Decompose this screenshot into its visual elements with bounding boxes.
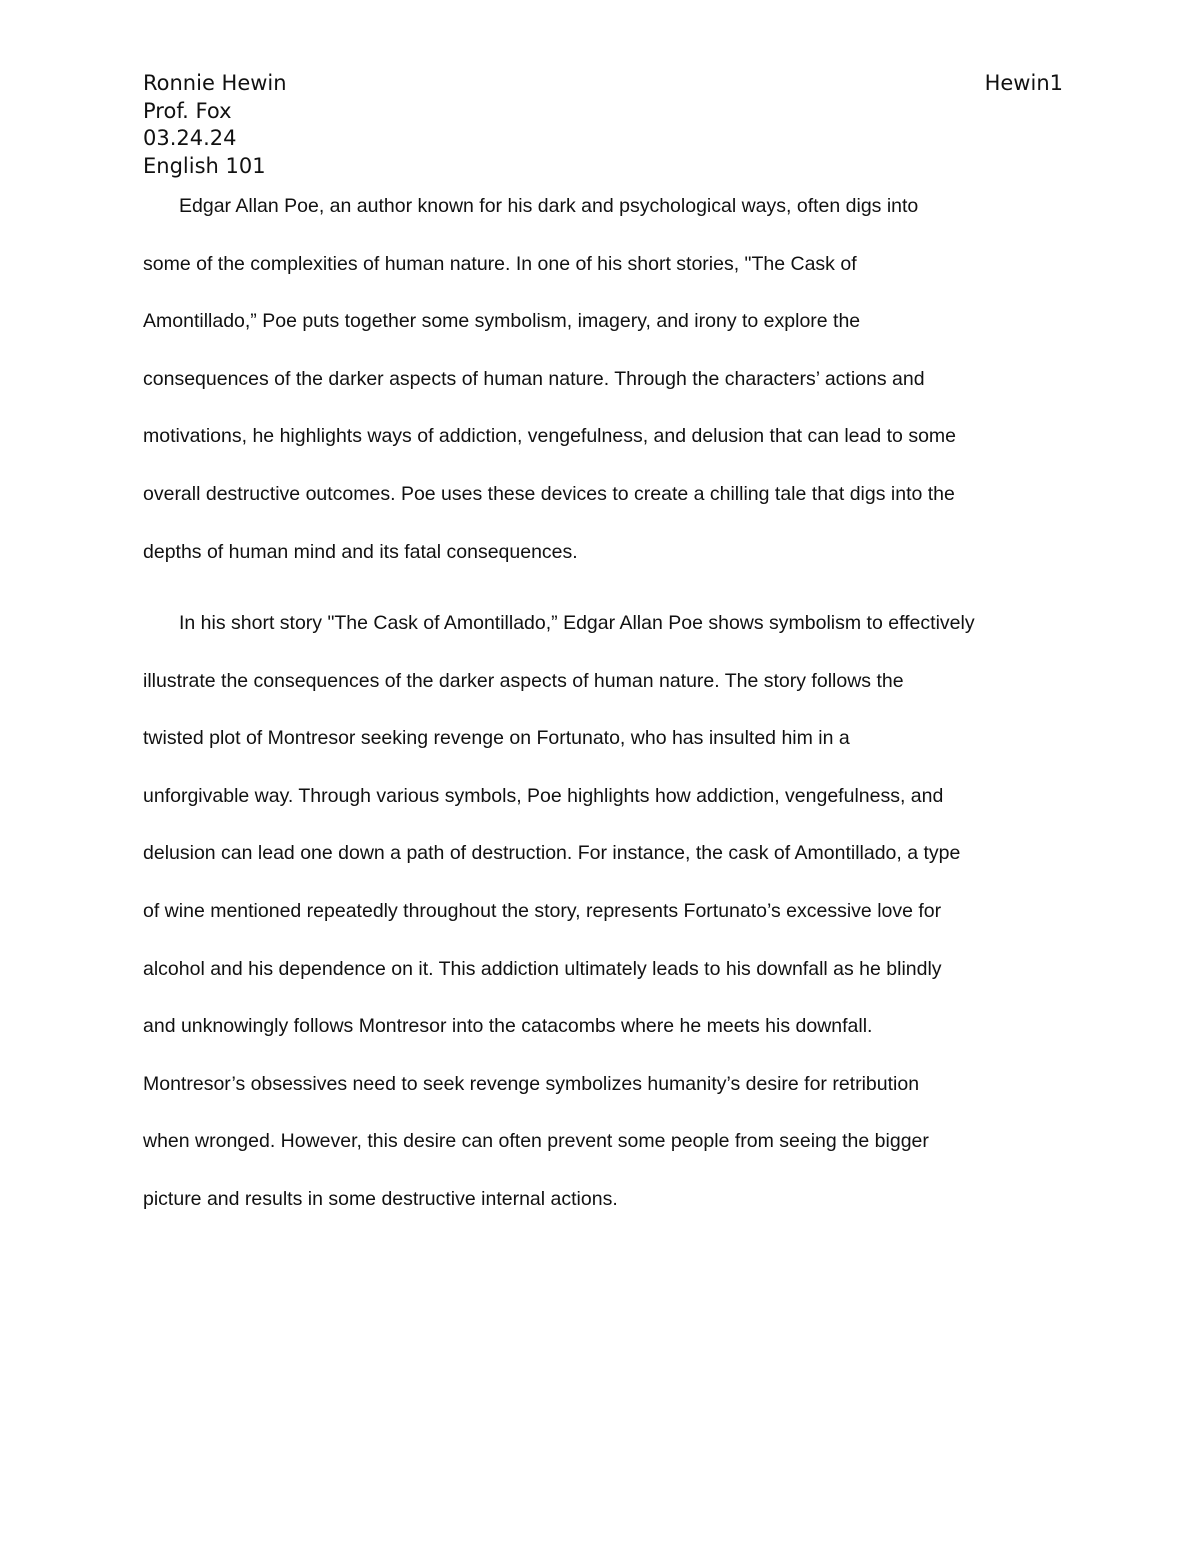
paragraph-line: Edgar Allan Poe, an author known for his dark and psychological ways, often digs into [179, 195, 919, 217]
paragraph-line: Amontillado,” Poe puts together some symbolism, imagery, and irony to explore the [143, 310, 861, 333]
paragraph-line: overall destructive outcomes. Poe uses these devices to create a chilling tale that digs into the [143, 482, 955, 505]
course-name: English 101 [143, 153, 266, 178]
paragraph-line: of wine mentioned repeatedly throughout the story, represents Fortunato’s excessive love for [143, 899, 942, 922]
date-line: 03.24.24 [143, 126, 237, 150]
paragraph-line: delusion can lead one down a path of destruction. For instance, the cask of Amontillado, a type [143, 842, 961, 865]
page-number: Hewin1 [984, 71, 1063, 95]
paragraph-line: when wronged. However, this desire can often prevent some people from seeing the bigger [143, 1130, 929, 1153]
professor-name: Prof. Fox [143, 98, 232, 123]
paragraph-line: unforgivable way. Through various symbols, Poe highlights how addiction, vengefulness, and [143, 784, 944, 807]
paragraph-line: alcohol and his dependence on it. This addiction ultimately leads to his downfall as he blindly [143, 957, 942, 980]
paragraph-line: consequences of the darker aspects of human nature. Through the characters’ actions and [143, 367, 925, 390]
paragraph-line: twisted plot of Montresor seeking revenge on Fortunato, who has insulted him in a [143, 727, 850, 750]
author-name: Ronnie Hewin [143, 71, 287, 95]
paragraph-introduction [143, 195, 1063, 598]
paragraph-line: depths of human mind and its fatal consequences. [143, 540, 578, 563]
paragraph-line: In his short story "The Cask of Amontillado,” Edgar Allan Poe shows symbolism to effectively [179, 612, 975, 634]
paragraph-line: motivations, he highlights ways of addiction, vengefulness, and delusion that can lead to some [143, 425, 957, 448]
paragraph-line: picture and results in some destructive internal actions. [143, 1187, 618, 1210]
paragraph-line: some of the complexities of human nature. In one of his short stories, "The Cask of [143, 252, 857, 275]
mla-header [143, 70, 1063, 180]
paragraph-line: illustrate the consequences of the darker aspects of human nature. The story follows the [143, 669, 904, 692]
paragraph-body-symbolism [143, 612, 1063, 1246]
paragraph-line: Montresor’s obsessives need to seek revenge symbolizes humanity’s desire for retribution [143, 1072, 920, 1095]
paragraph-line: and unknowingly follows Montresor into the catacombs where he meets his downfall. [143, 1015, 873, 1038]
